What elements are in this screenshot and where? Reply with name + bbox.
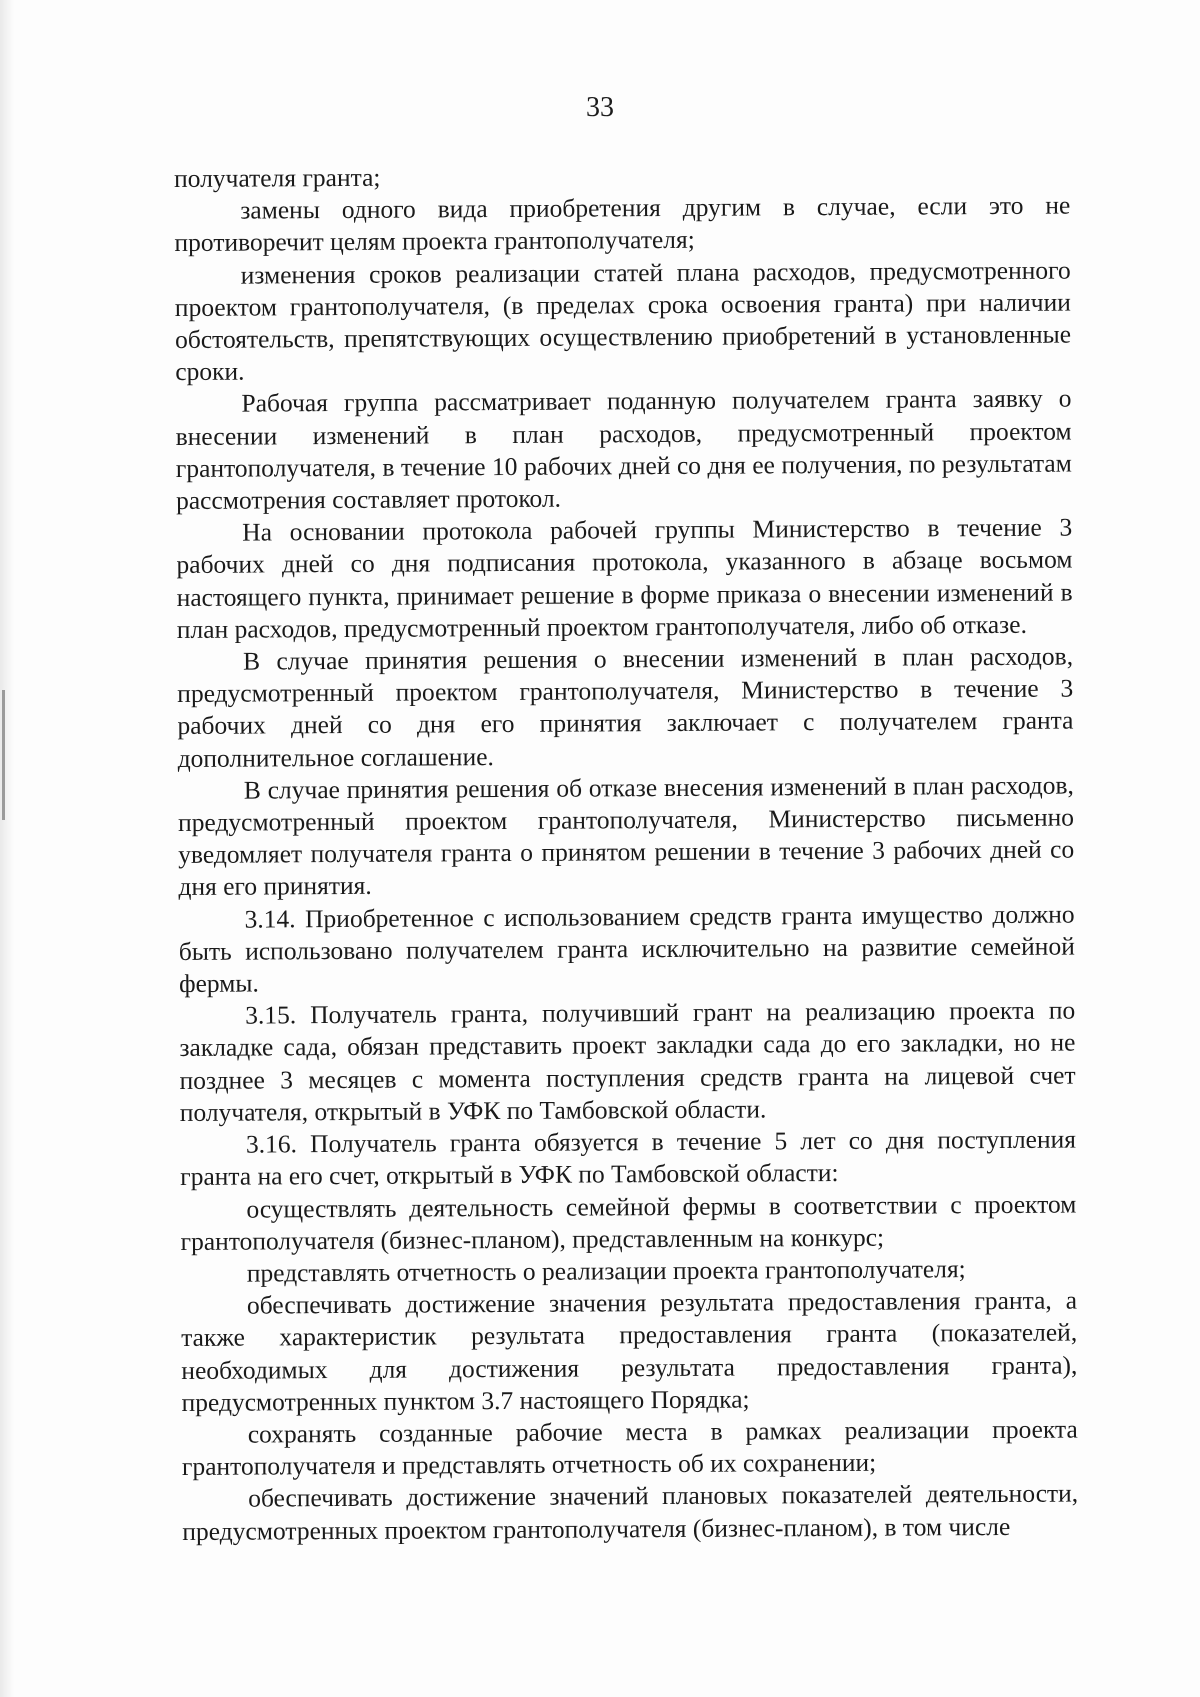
paragraph: 3.16. Получатель гранта обязуется в течение 5 лет со дня поступления гранта на его счет, открытый в УФК по Тамбовской области: [180,1124,1077,1192]
paragraph: обеспечивать достижение значения результата предоставления гранта, а также характеристик результата предоставления гранта (показателей, необходимых для достижения результата предоставления гранта), предусмотренных пунктом 3.7 настоящего Порядка; [181,1285,1078,1417]
scan-edge-shadow [0,0,14,1697]
scan-binding-mark [2,690,5,820]
paragraph: представлять отчетность о реализации проекта грантополучателя; [246,1254,966,1288]
paragraph: 3.15. Получатель гранта, получивший грант на реализацию проекта по закладке сада, обязан представить проект закладки сада до его закладки, но не позднее 3 месяцев с момента поступления средств гранта на лицевой счет получателя, открытый в УФК по Тамбовской области. [179,995,1076,1127]
page-number: 33 [586,92,614,123]
paragraph: В случае принятия решения о внесении изменений в план расходов, предусмотренный проектом грантополучателя, Министерство в течение 3 рабочих дней со дня его принятия заключает с получателем гранта дополнительное соглашение. [177,641,1074,773]
paragraph: 3.14. Приобретенное с использованием средств гранта имущество должно быть использовано получателем гранта исключительно на развитие семейной фермы. [178,899,1075,999]
paragraph: сохранять созданные рабочие места в рамках реализации проекта грантополучателя и представлять отчетность об их сохранении; [181,1414,1078,1482]
paragraph: изменения сроков реализации статей плана расходов, предусмотренного проектом грантополучателя, (в пределах срока освоения гранта) при наличии обстоятельств, препятствующих осуществлению приобретений в установленные сроки. [174,255,1072,387]
paragraph: осуществлять деятельность семейной фермы в соответствии с проектом грантополучателя (бизнес-планом), представленным на конкурс; [180,1189,1077,1256]
paragraph: получателя гранта; [174,162,381,193]
paragraph: В случае принятия решения об отказе внесения изменений в план расходов, предусмотренный проектом грантополучателя, Министерство письменно уведомляет получателя гранта о принятом решении в течение 3 рабочих дней со дня его принятия. [177,770,1075,902]
paragraph: обеспечивать достижение значений плановых показателей деятельности, предусмотренных проектом грантополучателя (бизнес-планом), в том числе [182,1478,1079,1546]
paragraph: замены одного вида приобретения другим в случае, если это не противоречит целям проекта грантополучателя; [174,190,1071,258]
paragraph: На основании протокола рабочей группы Министерство в течение 3 рабочих дней со дня подписания протокола, указанного в абзаце восьмом настоящего пункта, принимает решение в форме приказа о внесении изменений в план расходов, предусмотренный проектом грантополучателя, либо об отказе. [176,512,1073,644]
paragraph: Рабочая группа рассматривает поданную получателем гранта заявку о внесении изменений в план расходов, предусмотренный проектом грантополучателя, в течение 10 рабочих дней со дня ее получения, по результатам рассмотрения составляет протокол. [175,383,1072,516]
document-body [174,158,1078,1548]
